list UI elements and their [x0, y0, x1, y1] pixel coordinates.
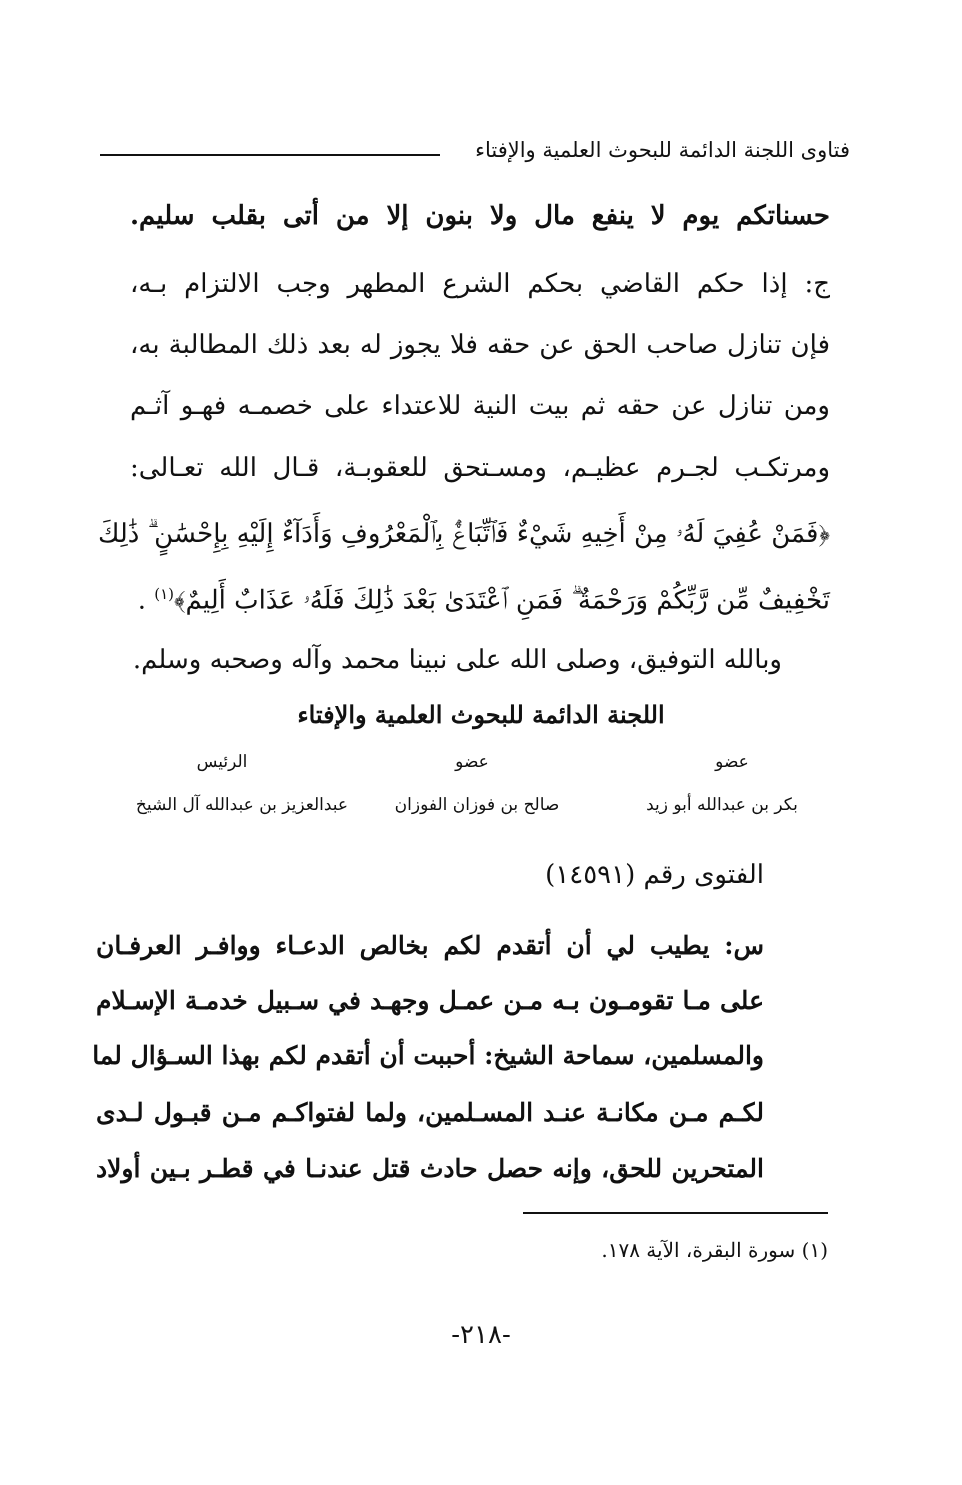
- fatwa-number: الفتوى رقم (١٤٥٩١): [545, 860, 764, 890]
- committee-title: اللجنة الدائمة للبحوث العلمية والإفتاء: [297, 700, 665, 729]
- member-role-3: الرئيس: [196, 752, 248, 772]
- member-name-3: عبدالعزيز بن عبدالله آل الشيخ: [135, 795, 349, 815]
- question-line-1: س: يطيب لي أن أتقدم لكم بخالص الدعـاء ووافـر العرفـان: [96, 931, 764, 960]
- body-line-1: حسناتكم يوم لا ينفع مال ولا بنون إلا من أتى بقلب سليم.: [130, 201, 830, 231]
- question-line-4: لكـم مـن مكانـة عنـد المسـلمين، ولما لفتواكـم مـن قبـول لـدى: [96, 1098, 764, 1127]
- closing-line: وبالله التوفيق، وصلى الله على نبينا محمد وآله وصحبه وسلم.: [132, 645, 782, 675]
- header-rule: [100, 154, 440, 156]
- body-line-5: ومرتكـب لجـرم عظيـم، ومسـتحق للعقوبـة، قـال الله تعـالى:: [130, 453, 830, 483]
- running-header-title: فتاوى اللجنة الدائمة للبحوث العلمية والإفتاء: [475, 138, 850, 162]
- quran-verse-line-1: ﴿فَمَنْ عُفِيَ لَهُۥ مِنْ أَخِيهِ شَيْءٌ فَٱتِّبَاعٌۢ بِٱلْمَعْرُوفِ وَأَدَآءٌ إِلَيْهِ بِإِحْسَٰنٍ ۗ ذَٰلِكَ: [97, 519, 830, 549]
- page-number: -٢١٨-: [451, 1320, 511, 1350]
- quran-end-punct: .: [137, 585, 146, 616]
- question-line-5: المتحرين للحق، وإنه حصل حادث قتل عندنـا في قطـر بـين أولاد: [96, 1154, 764, 1183]
- question-line-3: والمسلمين، سماحة الشيخ: أحببت أن أتقدم لكم بهذا السـؤال لما: [92, 1041, 764, 1070]
- footnote-text: (١) سورة البقرة، الآية ١٧٨.: [601, 1238, 828, 1262]
- quran-verse-line-2: [126, 572, 830, 623]
- question-line-2: على مـا تقومـون بـه مـن عمـل وجهـد في سـبيل خدمـة الإسـلام: [96, 986, 764, 1015]
- footnote-rule: [523, 1212, 828, 1214]
- body-line-2: ج: إذا حكم القاضي بحكم الشرع المطهر وجب الالتزام بـه،: [130, 269, 830, 299]
- member-role-2: عضو: [455, 752, 489, 772]
- footnote-marker: (١): [154, 585, 175, 603]
- body-line-4: ومن تنازل عن حقه ثم بيت النية للاعتداء على خصمـه فهـو آثـم: [130, 391, 830, 421]
- member-role-1: عضو: [715, 752, 749, 772]
- member-name-1: بكر بن عبدالله أبو زيد: [646, 795, 798, 815]
- member-name-2: صالح بن فوزان الفوزان: [394, 795, 560, 815]
- quran-verse-line-2-text: تَخْفِيفٌ مِّن رَّبِّكُمْ وَرَحْمَةٌ ۗ فَمَنِ ٱعْتَدَىٰ بَعْدَ ذَٰلِكَ فَلَهُۥ عَذَابٌ أَلِيمٌ﴾: [174, 585, 830, 616]
- body-line-3: فإن تنازل صاحب الحق عن حقه فلا يجوز له بعد ذلك المطالبة به،: [130, 330, 830, 360]
